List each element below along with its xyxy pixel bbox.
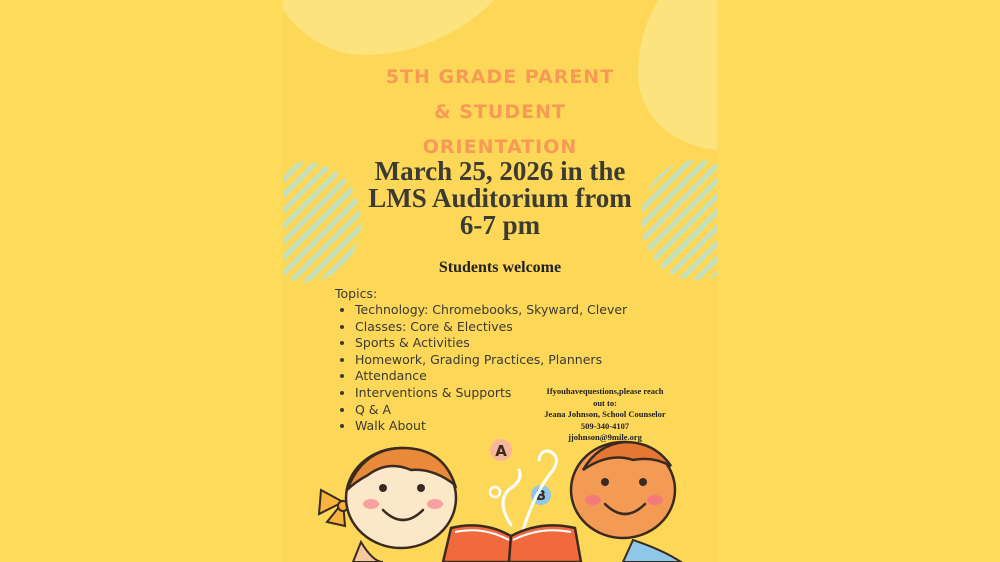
topic-item: • Q & A bbox=[355, 402, 627, 419]
flyer-title bbox=[283, 60, 717, 165]
title-line: & STUDENT bbox=[434, 101, 566, 123]
kids-reading-illustration bbox=[283, 430, 717, 562]
letter-a-bubble bbox=[490, 439, 512, 461]
students-welcome: Students welcome bbox=[438, 259, 562, 276]
topic-item: • Technology: Chromebooks, Skyward, Clever bbox=[355, 302, 627, 319]
date-line: LMS Auditorium from bbox=[368, 183, 632, 213]
date-line: March 25, 2026 in the bbox=[374, 156, 626, 186]
topic-item: • Classes: Core & Electives bbox=[355, 319, 627, 336]
title-line: ORIENTATION bbox=[422, 136, 578, 158]
swirl-line bbox=[523, 451, 557, 530]
open-book-icon bbox=[443, 525, 581, 562]
topic-item: • Sports & Activities bbox=[355, 335, 627, 352]
contact-line: 509-340-4107 bbox=[580, 420, 630, 431]
decorative-blob-top bbox=[283, 0, 543, 55]
letter-b: B bbox=[536, 489, 546, 504]
date-line: 6-7 pm bbox=[459, 210, 541, 240]
topic-item: • Walk About bbox=[355, 418, 627, 435]
letter-a: A bbox=[495, 442, 507, 460]
contact-line: jjohnson@9mile.org bbox=[568, 432, 642, 442]
girl-face-icon bbox=[346, 448, 456, 562]
swirl-dot bbox=[490, 487, 500, 497]
swirl-line bbox=[503, 470, 520, 525]
contact-line: Ifyouhavequestions,please reach bbox=[546, 386, 664, 396]
event-date-location bbox=[283, 158, 717, 239]
contact-line: out to: bbox=[593, 397, 617, 408]
topics-label: Topics: bbox=[335, 286, 378, 301]
title-line: 5TH GRADE PARENT bbox=[385, 66, 615, 88]
contact-line: Jeana Johnson, School Counselor bbox=[544, 409, 666, 419]
topic-item: • Attendance bbox=[355, 368, 627, 385]
topic-item: • Homework, Grading Practices, Planners bbox=[355, 352, 627, 369]
hair-bow-icon bbox=[319, 490, 348, 526]
boy-face-icon bbox=[571, 442, 681, 562]
topic-item: • Interventions & Supports bbox=[355, 385, 627, 402]
orientation-flyer bbox=[283, 0, 717, 562]
